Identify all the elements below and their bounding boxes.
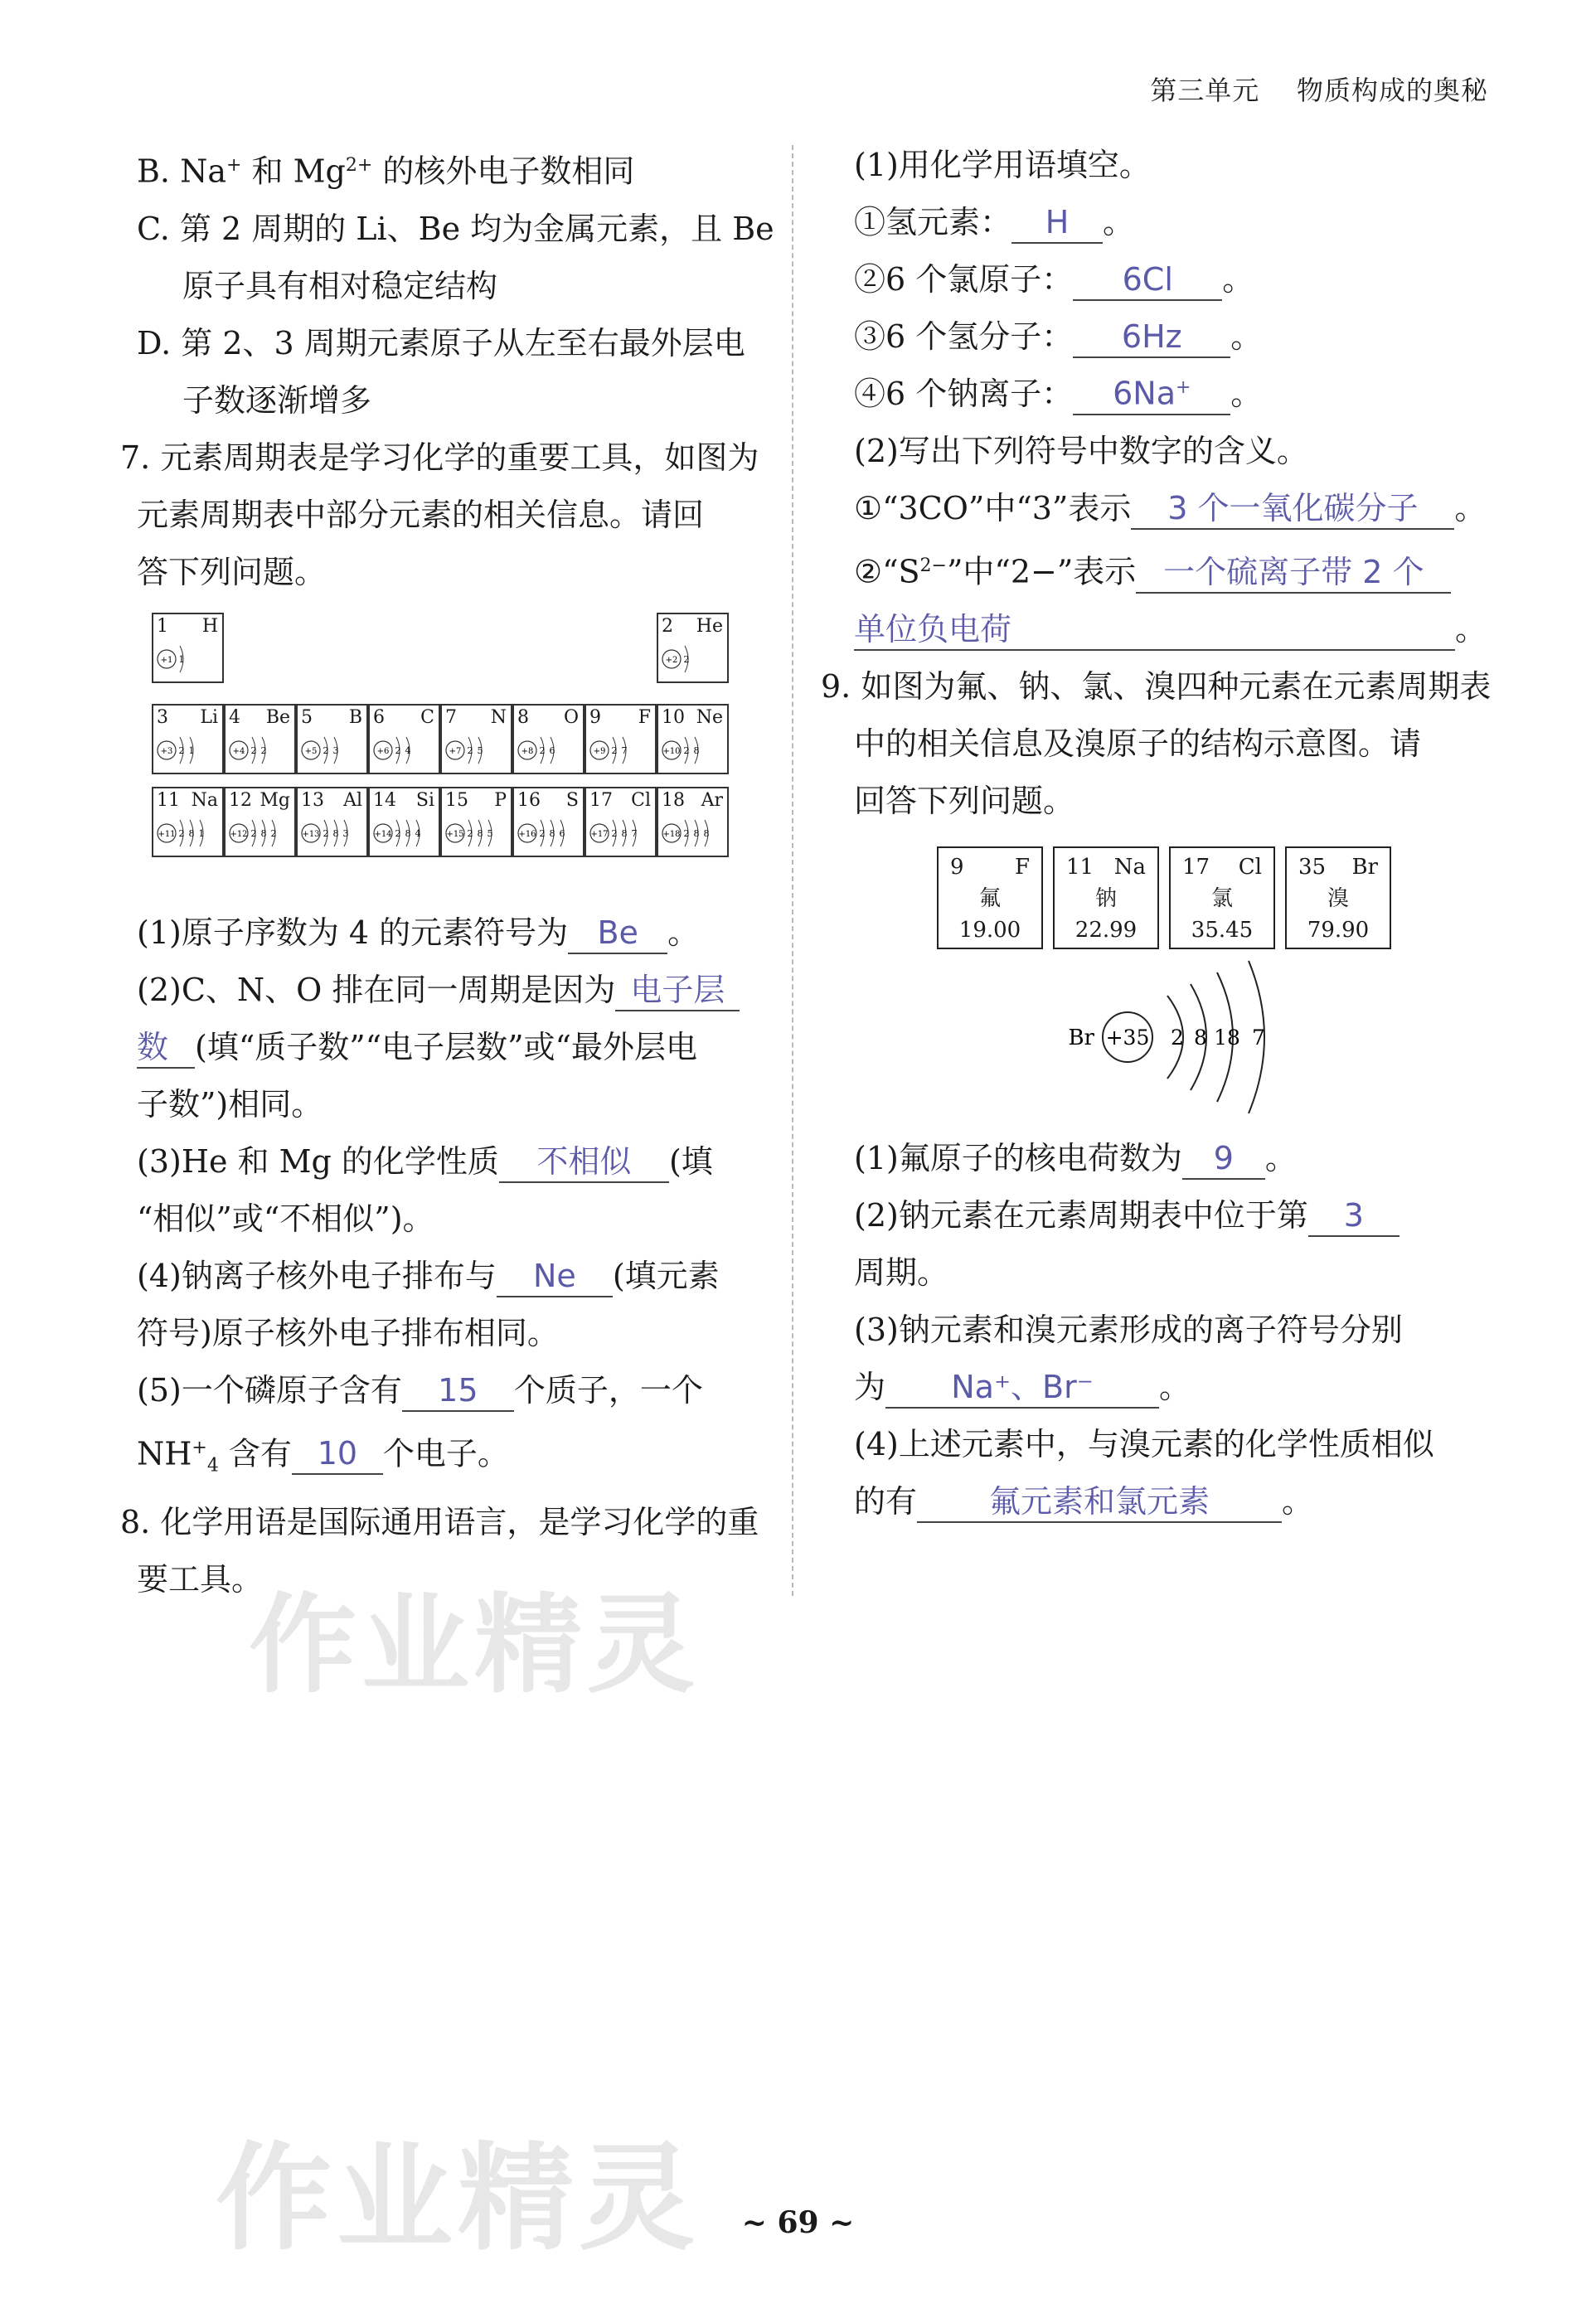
element-symbol: Si (415, 789, 434, 811)
element-cell (224, 704, 296, 774)
atomic-mass: 35.45 (1191, 917, 1254, 943)
atom-structure-diagram (588, 813, 656, 855)
atomic-number: 11 (157, 789, 180, 811)
unit-title: 物质构成的奥秘 (1296, 75, 1488, 106)
answer-blank: 电子层 (615, 970, 740, 1011)
atom-structure-diagram (516, 813, 584, 855)
nucleus-charge: +6 (376, 746, 390, 756)
shell-electron-count: 5 (487, 827, 493, 839)
q9-3: 为 Na⁺、Br⁻ 。 (854, 1359, 1484, 1416)
shell-electron-count: 2 (250, 827, 257, 839)
nucleus-charge: +15 (446, 829, 464, 839)
option-b: B. Na+ 和 $Mg^{2+}$ 的核外电子数相同 (137, 153, 635, 190)
nucleus-charge: +7 (449, 746, 462, 756)
column-divider (792, 145, 793, 1596)
atom-structure-diagram (516, 730, 584, 772)
element-symbol: C (420, 706, 434, 728)
answer-blank: 数 (137, 1027, 195, 1069)
question-7: 7. 元素周期表是学习化学的重要工具，如图为 元素周期表中部分元素的相关信息。请回 答下列问题。 (120, 439, 759, 590)
atom-structure-diagram (660, 813, 728, 855)
nucleus-charge: +8 (521, 746, 534, 756)
shell-electron-count: 2 (683, 827, 690, 839)
element-name: 钠 (1094, 885, 1117, 911)
answer-blank: Be (568, 913, 667, 954)
element-symbol: Ne (696, 706, 723, 728)
nucleus-charge: +10 (662, 746, 681, 756)
shell-electron-count: 2 (260, 744, 267, 756)
q7-2-cont: 数 (填“质子数”“电子层数”或“最外层电 (137, 1019, 763, 1076)
answer-blank: 单位负电荷 (854, 609, 1455, 651)
answer-blank: H (1011, 202, 1103, 244)
shell-electron-count: 2 (683, 653, 690, 665)
element-symbol: Br (1351, 854, 1378, 880)
element-name: 氟 (978, 885, 1001, 911)
q7-5: (5)一个磷原子含有 15 个质子，一个 (137, 1362, 763, 1419)
shell-electron-count: 2 (467, 827, 473, 839)
atomic-number: 8 (517, 706, 529, 728)
answer-blank: 3 个一氧化碳分子 (1131, 488, 1454, 530)
element-cell (152, 787, 224, 857)
atomic-number: 18 (662, 789, 685, 811)
shell-electron-count: 7 (631, 827, 638, 839)
element-symbol: Na (1113, 854, 1146, 880)
atomic-number: 15 (445, 789, 468, 811)
atomic-number: 11 (1066, 854, 1094, 880)
shell-electron-count: 2 (683, 744, 690, 756)
shell-electron-count: 8 (1194, 1025, 1207, 1050)
shell-electron-count: 7 (621, 744, 628, 756)
answer-blank: 3 (1308, 1195, 1400, 1237)
answer-blank: 一个硫离子带 2 个 (1136, 552, 1451, 594)
question-8: 8. 化学用语是国际通用语言，是学习化学的重 要工具。 (120, 1504, 759, 1598)
element-cell (296, 704, 368, 774)
atomic-mass: 19.00 (958, 917, 1021, 943)
atomic-number: 17 (1182, 854, 1210, 880)
element-symbol: F (638, 706, 651, 728)
shell-electron-count: 2 (1171, 1025, 1184, 1050)
element-symbol: Al (343, 789, 362, 811)
shell-electron-count: 1 (178, 653, 185, 665)
element-symbol: B (348, 706, 362, 728)
nucleus-charge: +35 (1105, 1025, 1150, 1050)
atom-structure-diagram (444, 813, 512, 855)
q7-1: (1)原子序数为 4 的元素符号为 Be 。 (137, 904, 763, 962)
q8-2a: ①“3CO”中“3”表示 3 个一氧化碳分子 。 (854, 480, 1484, 537)
q7-2: (2)C、N、O 排在同一周期是因为 电子层 (137, 962, 763, 1019)
atom-structure-diagram (588, 730, 656, 772)
shell-electron-count: 8 (405, 827, 411, 839)
element-cell (296, 787, 368, 857)
page-number: ~ 69 ~ (741, 2205, 855, 2240)
element-name: 氯 (1210, 885, 1233, 911)
element-cell (657, 613, 729, 683)
element-cell (585, 704, 657, 774)
atomic-number: 9 (950, 854, 964, 880)
shell-electron-count: 2 (611, 744, 618, 756)
q8-1c: ③6 个氢分子： 6Hz 。 (854, 308, 1484, 366)
atomic-number: 3 (157, 706, 168, 728)
nucleus-charge: +9 (593, 746, 606, 756)
shell-electron-count: 2 (467, 744, 473, 756)
shell-electron-count: 4 (415, 827, 421, 839)
nucleus-charge: +4 (232, 746, 245, 756)
atom-structure-diagram (227, 730, 295, 772)
shell-electron-count: 1 (188, 744, 195, 756)
element-symbol: S (565, 789, 579, 811)
atomic-number: 2 (662, 615, 673, 637)
shell-electron-count: 2 (539, 744, 546, 756)
answer-blank: 9 (1182, 1138, 1265, 1180)
element-symbol: P (494, 789, 507, 811)
q8-2: (2)写出下列符号中数字的含义。 (854, 433, 1308, 469)
shell-electron-count: 8 (332, 827, 339, 839)
atom-structure-diagram (299, 813, 367, 855)
element-cell (440, 704, 512, 774)
element-symbol: Na (191, 789, 218, 811)
q9-1: (1)氟原子的核电荷数为 9 。 (854, 1130, 1484, 1187)
element-cell (368, 704, 440, 774)
element-cell (657, 704, 729, 774)
atomic-number: 14 (373, 789, 396, 811)
nucleus-charge: +14 (374, 829, 392, 839)
q7-4: (4)钠离子核外电子排布与 Ne (填元素 (137, 1248, 763, 1305)
q8-1: (1)用化学用语填空。 (854, 147, 1151, 183)
watermark-logo: 作业精灵 (216, 2131, 701, 2267)
shell-electron-count: 2 (395, 744, 401, 756)
q8-2b: $②“S^{2-}$”中“2−”表示 一个硫离子带 2 个 (854, 537, 1484, 601)
element-cell (368, 787, 440, 857)
shell-electron-count: 2 (395, 827, 401, 839)
nucleus-charge: +5 (304, 746, 318, 756)
element-cell (152, 704, 224, 774)
atomic-mass: 22.99 (1075, 917, 1138, 943)
element-symbol: He (696, 615, 723, 637)
q8-1a: ①氢元素： H 。 (854, 194, 1484, 251)
option-d: D. 第 2、3 周期元素原子从左至右最外层电 子数逐渐增多 (137, 324, 745, 419)
atom-structure-diagram (371, 813, 439, 855)
atom-structure-diagram (660, 730, 728, 772)
atomic-mass: 79.90 (1307, 917, 1370, 943)
element-symbol: F (1014, 854, 1030, 880)
shell-electron-count: 8 (693, 744, 700, 756)
nucleus-charge: +18 (662, 829, 681, 839)
shell-electron-count: 8 (621, 827, 628, 839)
element-symbol: Li (200, 706, 218, 728)
shell-electron-count: 1 (198, 827, 205, 839)
element-symbol: Br (1068, 1025, 1094, 1050)
nucleus-charge: +11 (158, 829, 176, 839)
shell-electron-count: 8 (549, 827, 555, 839)
answer-blank: Na⁺、Br⁻ (885, 1367, 1159, 1409)
nucleus-charge: +13 (302, 829, 320, 839)
answer-blank: 6Hz (1073, 317, 1230, 358)
shell-electron-count: 7 (1252, 1025, 1265, 1050)
q9-2: (2)钠元素在元素周期表中位于第 3 (854, 1187, 1484, 1244)
shell-electron-count: 8 (693, 827, 700, 839)
nucleus-charge: +1 (160, 655, 173, 665)
watermark-logo: 作业精灵 (249, 1582, 701, 1708)
element-cell (585, 787, 657, 857)
element-name: 溴 (1327, 885, 1349, 911)
shell-electron-count: 6 (549, 744, 555, 756)
answer-blank: 6Na+ (1073, 368, 1230, 415)
element-cell (657, 787, 729, 857)
running-header (1150, 70, 1488, 108)
shell-electron-count: 5 (477, 744, 483, 756)
element-symbol: N (490, 706, 507, 728)
shell-electron-count: 2 (178, 744, 185, 756)
element-info-box (937, 846, 1043, 949)
shell-electron-count: 2 (250, 744, 257, 756)
atom-structure-diagram (155, 639, 223, 681)
element-symbol: Cl (1238, 854, 1262, 880)
shell-electron-count: 2 (611, 827, 618, 839)
element-info-box (1285, 846, 1391, 949)
element-symbol: H (201, 615, 218, 637)
element-cell (512, 787, 585, 857)
shell-electron-count: 4 (405, 744, 411, 756)
atomic-number: 35 (1298, 854, 1327, 880)
answer-blank: 6Cl (1073, 259, 1222, 301)
answer-blank: Ne (497, 1256, 613, 1297)
nucleus-charge: +3 (160, 746, 173, 756)
element-symbol: Be (265, 706, 290, 728)
q7-3: (3)He 和 Mg 的化学性质 不相似 (填 (137, 1133, 763, 1191)
shell-electron-count: 8 (477, 827, 483, 839)
q8-1d: ④6 个钠离子： 6Na+ 。 (854, 366, 1484, 423)
element-info-box (1053, 846, 1159, 949)
element-symbol: O (563, 706, 579, 728)
left-column: B. Na+ 和 $Mg^{2+}$ 的核外电子数相同 C. 第 2 周期的 Li、Be 均为金属元素，且 Be 原子具有相对稳定结构 D. 第 2、3 周期元素原子从左至右最外层电 子数逐渐增多 7. 元素周期表是学习化学的重要工具，如图为 元素周期表中部分元素的相关信息。请回 答下列问题。 1 H +1 1 2 He +2 2 3 Li +3 2 1 4 Be +4 2 2 5 B +5 2 3 6 C +6 2 4 7 N +7 2 5 8 O +8 2 6 9 F +9 2 7 10 Ne +10 2 8 11 Na +11 2 8 1 12 Mg +12 2 8 2 13 Al +13 2 8 3 14 Si +14 2 8 4 15 P +15 2 8 5 16 S +16 2 8 6 17 Cl +17 2 8 7 18 Ar +18 2 8 8 (1)原子序数为 4 的元素符号为 Be 。 (2)C、N、O 排在同一周期是因为 电子层 数 (填“质子数”“电子层数”或“最外层电 子数”)相同。 (3)He 和 Mg 的化学性质 不相似 (填 “相似”或“不相似”)。 (4)钠离子核外电子排布与 Ne (填元素 符号)原子核外电子排布相同。 (5)一个磷原子含有 15 个质子，一个 $NH^+_4$ 含有 10 个电子。 8. 化学用语是国际通用语言，是学习化学的重 要工具。 (120, 137, 763, 1608)
atom-structure-diagram (299, 730, 367, 772)
nucleus-charge: +2 (665, 655, 678, 665)
shell-electron-count: 2 (323, 744, 329, 756)
shell-electron-count: 2 (178, 827, 185, 839)
answer-blank: 不相似 (499, 1142, 669, 1183)
shell-electron-count: 2 (539, 827, 546, 839)
q9-4: 的有 氟元素和氯元素 。 (854, 1473, 1484, 1530)
shell-electron-count: 3 (332, 744, 339, 756)
atomic-number: 17 (589, 789, 613, 811)
atom-structure-diagram (444, 730, 512, 772)
periodic-table (152, 613, 740, 886)
atom-structure-diagram (660, 639, 728, 681)
shell-electron-count: 2 (270, 827, 277, 839)
nucleus-charge: +17 (590, 829, 609, 839)
nucleus-charge: +16 (518, 829, 536, 839)
shell-electron-count: 2 (323, 827, 329, 839)
element-info-box (1169, 846, 1275, 949)
atomic-number: 16 (517, 789, 541, 811)
atomic-number: 13 (301, 789, 324, 811)
unit-label: 第三单元 (1150, 75, 1260, 106)
element-cell (152, 613, 224, 683)
atomic-number: 12 (229, 789, 252, 811)
option-c: C. 第 2 周期的 Li、Be 均为金属元素，且 Be 原子具有相对稳定结构 (137, 210, 774, 304)
element-cell (224, 787, 296, 857)
atomic-number: 7 (445, 706, 457, 728)
element-cell (512, 704, 585, 774)
shell-electron-count: 18 (1214, 1025, 1240, 1050)
atomic-number: 6 (373, 706, 385, 728)
answer-blank: 氟元素和氯元素 (917, 1481, 1282, 1523)
shell-electron-count: 6 (559, 827, 565, 839)
element-cell (440, 787, 512, 857)
answer-blank: 15 (402, 1370, 514, 1412)
atomic-number: 1 (157, 615, 168, 637)
atomic-number: 9 (589, 706, 601, 728)
atom-structure-diagram (227, 813, 295, 855)
element-symbol: Cl (631, 789, 651, 811)
right-column: (1)用化学用语填空。 ①氢元素： H 。 ②6 个氯原子： 6Cl 。 ③6 个氢分子： 6Hz 。 ④6 个钠离子： 6Na+ 。 (2)写出下列符号中数字的含义。 ①“3CO”中“3”表示 3 个一氧化碳分子 。 $②“S^{2-}$”中“2−”表示 一个硫离子带 2 个 单位负电荷 。 9. 如图为氟、钠、氯、溴四种元素在元素周期表 中的相关信息及溴原子的结构示意图。请 回答下列问题。 9 F 氟 19.00 11 Na 钠 22.99 17 Cl 氯 35.45 35 Br 溴 79.90 Br +35 2 8 18 7 (1)氟原子的核电荷数为 9 。 (2)钠元素在元素周期表中位于第 3 周期。 (3)钠元素和溴元素形成的离子符号分别 为 Na⁺、Br⁻ 。 (4)上述元素中，与溴元素的化学性质相似 的有 氟元素和氯元素 。 (854, 137, 1484, 1530)
shell-electron-count: 3 (342, 827, 349, 839)
shell-electron-count: 8 (703, 827, 710, 839)
q7-5-cont: $NH^+_4$ 含有 10 个电子。 (137, 1435, 509, 1477)
atom-structure-diagram (371, 730, 439, 772)
atom-structure-diagram (155, 813, 223, 855)
atom-structure-diagram (155, 730, 223, 772)
atomic-number: 5 (301, 706, 313, 728)
nucleus-charge: +12 (230, 829, 248, 839)
answer-blank: 10 (292, 1433, 383, 1475)
shell-electron-count: 8 (188, 827, 195, 839)
atomic-number: 4 (229, 706, 240, 728)
q9-figure (854, 830, 1484, 1130)
shell-electron-count: 8 (260, 827, 267, 839)
bromine-structure-diagram (854, 954, 1484, 1120)
question-9: 9. 如图为氟、钠、氯、溴四种元素在元素周期表 中的相关信息及溴原子的结构示意图。请 回答下列问题。 (821, 667, 1492, 819)
element-symbol: Mg (260, 789, 290, 811)
q8-2b-cont: 单位负电荷 。 (854, 601, 1484, 658)
element-symbol: Ar (701, 789, 723, 811)
q8-1b: ②6 个氯原子： 6Cl 。 (854, 251, 1484, 308)
atomic-number: 10 (662, 706, 685, 728)
